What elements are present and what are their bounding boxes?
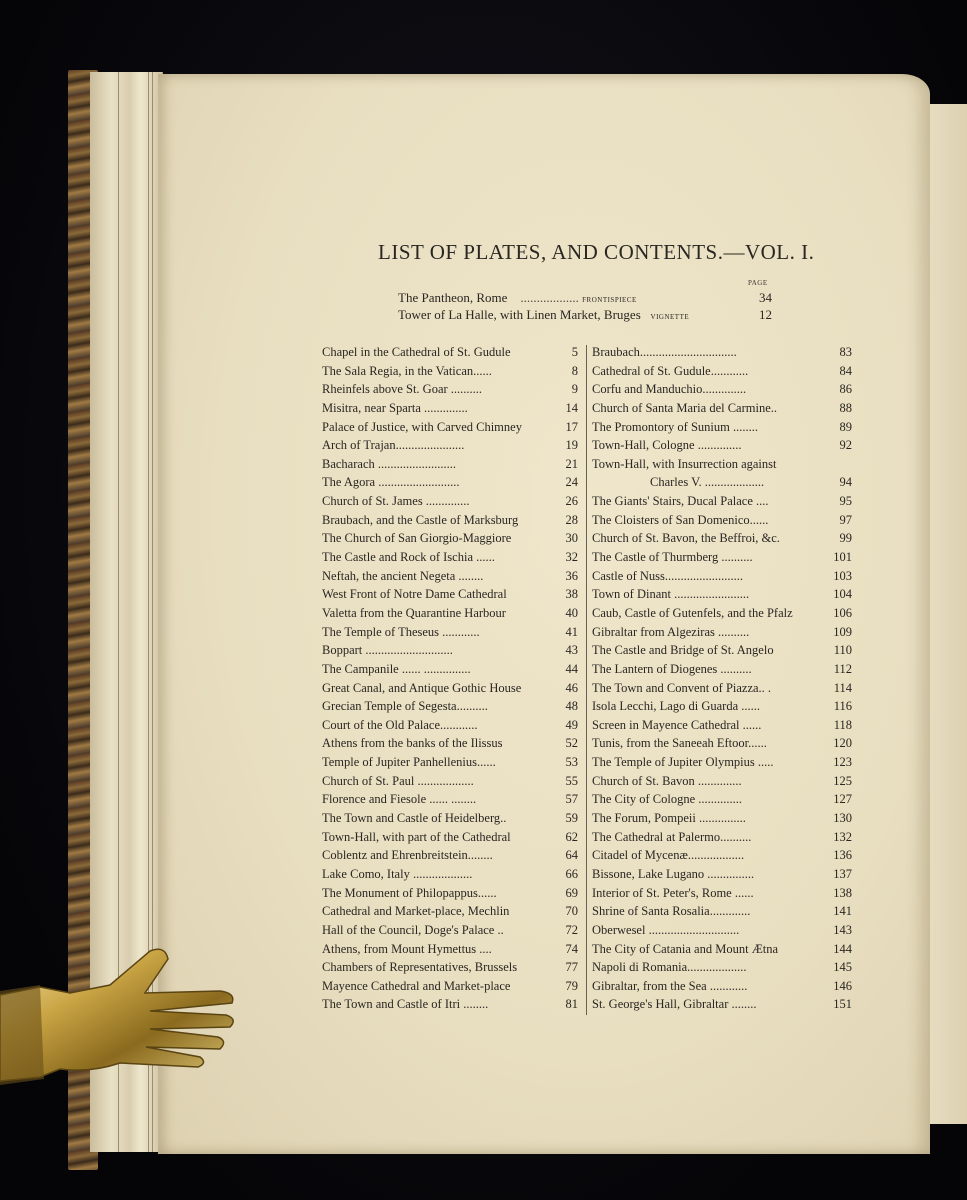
entry-title: Chapel in the Cathedral of St. Gudule: [322, 345, 511, 359]
contents-entry: [320, 641, 578, 660]
entry-page: 46: [565, 680, 578, 695]
entry-title: Charles V. ...................: [650, 475, 765, 490]
entry-title: The Sala Regia, in the Vatican......: [322, 363, 492, 378]
entry-page: 95: [839, 494, 852, 509]
contents-entry: [320, 511, 578, 530]
entry-title: The Church of San Giorgio-Maggiore: [322, 531, 512, 546]
right-contents-column: [590, 343, 852, 1014]
entry-page: 99: [839, 531, 852, 546]
contents-entry: [590, 772, 852, 791]
entry-page: 9: [571, 382, 578, 397]
entry-page: 127: [833, 792, 852, 807]
contents-entry: [320, 679, 578, 698]
contents-entry: [320, 362, 578, 381]
contents-entry: [590, 473, 852, 492]
entry-title: Mayence Cathedral and Market-place: [322, 978, 511, 993]
contents-entry: [590, 660, 852, 679]
entry-title: The Town and Convent of Piazza.. .: [592, 680, 772, 695]
hand-bookmark-icon: [0, 945, 240, 1085]
entry-page: 26: [565, 494, 578, 509]
front-matter-entry: [398, 307, 778, 323]
entry-title: The Temple of Theseus ............: [322, 624, 480, 639]
contents-entry: [590, 455, 852, 474]
entry-page: 49: [565, 717, 578, 732]
entry-title: Arch of Trajan......................: [322, 438, 465, 453]
entry-page: 84: [839, 363, 852, 378]
entry-title: The Castle and Rock of Ischia ......: [322, 550, 495, 565]
entry-page: 112: [833, 661, 852, 676]
contents-entry: [320, 399, 578, 418]
entry-title: Gibraltar from Algeziras ..........: [592, 624, 750, 639]
entry-page: 116: [833, 699, 852, 714]
contents-entry: [590, 846, 852, 865]
entry-page: 59: [565, 811, 578, 826]
entry-title: The Town and Castle of Itri ........: [322, 997, 489, 1012]
contents-entry: [320, 734, 578, 753]
contents-entry: [590, 511, 852, 530]
entry-title: Caub, Castle of Gutenfels, and the Pfalz: [592, 605, 793, 620]
contents-entry: [320, 753, 578, 772]
entry-title: The Temple of Jupiter Olympius .....: [592, 755, 774, 770]
contents-entry: [590, 828, 852, 847]
entry-title: Church of Santa Maria del Carmine..: [592, 400, 778, 415]
column-divider: [586, 345, 587, 1015]
entry-page: 86: [839, 382, 852, 397]
entry-page: 141: [833, 904, 852, 919]
entry-title: The Campanile ...... ...............: [322, 661, 471, 676]
contents-entry: [320, 995, 578, 1014]
contents-entry: [320, 473, 578, 492]
contents-entry: [590, 492, 852, 511]
entry-title: Church of St. Bavon, the Beffroi, &c.: [592, 531, 780, 546]
entry-title: Tower of La Halle, with Linen Market, Bruges: [398, 307, 641, 322]
entry-title: Town-Hall, with Insurrection against: [592, 456, 777, 471]
entry-page: 32: [565, 550, 578, 565]
entry-title: Grecian Temple of Segesta..........: [322, 699, 488, 714]
contents-entry: [590, 884, 852, 903]
entry-page: 36: [565, 568, 578, 583]
contents-entry: [590, 902, 852, 921]
entry-page: 21: [565, 456, 578, 471]
contents-entry: [590, 995, 852, 1014]
entry-page: 123: [833, 755, 852, 770]
entry-title: The Town and Castle of Heidelberg..: [322, 811, 507, 826]
contents-entry: [320, 436, 578, 455]
entry-page: 74: [565, 941, 578, 956]
entry-title: Gibraltar, from the Sea ............: [592, 978, 748, 993]
entry-page: 66: [565, 866, 578, 881]
contents-entry: [590, 958, 852, 977]
entry-page: 77: [565, 960, 578, 975]
contents-entry: [590, 362, 852, 381]
entry-title: The Giants' Stairs, Ducal Palace ....: [592, 494, 769, 509]
entry-title: Screen in Mayence Cathedral ......: [592, 717, 762, 732]
entry-title: Interior of St. Peter's, Rome ......: [592, 885, 754, 900]
contents-entry: [320, 884, 578, 903]
contents-entry: [590, 753, 852, 772]
entry-page: 101: [833, 550, 852, 565]
entry-title: Athens from the banks of the Ilissus: [322, 736, 503, 751]
contents-entry: [590, 623, 852, 642]
entry-page: 143: [833, 922, 852, 937]
entry-title: Church of St. Paul ..................: [322, 773, 474, 788]
entry-page: 12: [759, 307, 772, 322]
entry-title: Oberwesel .............................: [592, 922, 740, 937]
entry-page: 114: [833, 680, 852, 695]
entry-page: 145: [833, 960, 852, 975]
page-title: LIST OF PLATES, AND CONTENTS.—VOL. I.: [378, 240, 815, 264]
entry-page: 53: [565, 755, 578, 770]
contents-entry: [320, 455, 578, 474]
entry-page: 132: [833, 829, 852, 844]
contents-entry: [320, 902, 578, 921]
entry-title: Citadel of Mycenæ..................: [592, 848, 745, 863]
entry-title: Tunis, from the Saneeah Eftoor......: [592, 736, 767, 751]
contents-entry: [320, 958, 578, 977]
entry-title: Bacharach .........................: [322, 456, 456, 471]
entry-title: Braubach, and the Castle of Marksburg: [322, 512, 519, 527]
contents-entry: [320, 567, 578, 586]
entry-page: 64: [565, 848, 578, 863]
entry-page: 44: [565, 661, 578, 676]
contents-entry: [590, 734, 852, 753]
entry-page: 19: [565, 438, 578, 453]
entry-page: 151: [833, 997, 852, 1012]
entry-title: Temple of Jupiter Panhellenius......: [322, 755, 496, 770]
entry-title: Cathedral and Market-place, Mechlin: [322, 904, 510, 919]
contents-entry: [590, 716, 852, 735]
entry-title: Corfu and Manduchio..............: [592, 382, 747, 397]
entry-page: 40: [565, 605, 578, 620]
entry-page: 83: [839, 345, 852, 359]
contents-entry: [590, 809, 852, 828]
entry-title: Boppart ............................: [322, 643, 453, 658]
entry-title: Town of Dinant ........................: [592, 587, 750, 602]
entry-title: St. George's Hall, Gibraltar ........: [592, 997, 757, 1012]
entry-title: Coblentz and Ehrenbreitstein........: [322, 848, 493, 863]
entry-title: Cathedral of St. Gudule............: [592, 363, 749, 378]
entry-title: Shrine of Santa Rosalia.............: [592, 904, 751, 919]
entry-page: 28: [565, 512, 578, 527]
contents-entry: [590, 790, 852, 809]
entry-title: The Cloisters of San Domenico......: [592, 512, 769, 527]
entry-page: 30: [565, 531, 578, 546]
entry-page: 125: [833, 773, 852, 788]
entry-page: 146: [833, 978, 852, 993]
entry-page: 104: [833, 587, 852, 602]
entry-title: Lake Como, Italy ...................: [322, 866, 473, 881]
contents-entry: [320, 809, 578, 828]
contents-entry: [320, 697, 578, 716]
contents-entry: [590, 343, 852, 362]
entry-page: 52: [565, 736, 578, 751]
entry-page: 24: [565, 475, 578, 490]
entry-title: Misitra, near Sparta ..............: [322, 400, 468, 415]
contents-entry: [320, 716, 578, 735]
entry-page: 106: [833, 605, 852, 620]
entry-page: 118: [833, 717, 852, 732]
entry-title: The Agora ..........................: [322, 475, 460, 490]
contents-entry: [320, 772, 578, 791]
entry-title: Church of St. Bavon ..............: [592, 773, 742, 788]
contents-entry: [320, 977, 578, 996]
entry-title: The Promontory of Sunium ........: [592, 419, 758, 434]
contents-entry: [320, 492, 578, 511]
entry-page: 14: [565, 400, 578, 415]
contents-entry: [590, 585, 852, 604]
entry-title: Bissone, Lake Lugano ...............: [592, 866, 755, 881]
contents-entry: [320, 380, 578, 399]
contents-entry: [320, 865, 578, 884]
page-column-label: PAGE: [748, 279, 768, 287]
front-matter-entry: The Pantheon, Rome .................. FRONTISPIECE 34: [398, 290, 772, 305]
entry-page: 94: [839, 475, 852, 490]
entry-page: 55: [565, 773, 578, 788]
entry-page: 48: [565, 699, 578, 714]
entry-title: The City of Catania and Mount Ætna: [592, 941, 779, 956]
entry-page: 137: [833, 866, 852, 881]
entry-page: 103: [833, 568, 852, 583]
contents-entry: [590, 604, 852, 623]
entry-title: Napoli di Romania...................: [592, 960, 747, 975]
entry-kind: VIGNETTE: [650, 313, 690, 321]
entry-page: 81: [565, 997, 578, 1012]
entry-title: Athens, from Mount Hymettus ....: [322, 941, 492, 956]
entry-page: 88: [839, 400, 852, 415]
contents-entry: [320, 790, 578, 809]
contents-entry: [590, 921, 852, 940]
entry-page: 89: [839, 419, 852, 434]
entry-page: 43: [565, 643, 578, 658]
contents-entry: [590, 679, 852, 698]
entry-title: Palace of Justice, with Carved Chimney: [322, 419, 522, 434]
contents-entry: [320, 940, 578, 959]
entry-page: 138: [833, 885, 852, 900]
contents-entry: [590, 641, 852, 660]
entry-title: The Cathedral at Palermo..........: [592, 829, 752, 844]
contents-entry: [320, 828, 578, 847]
entry-title: The Forum, Pompeii ...............: [592, 811, 746, 826]
entry-title: The Lantern of Diogenes ..........: [592, 661, 752, 676]
entry-page: 130: [833, 811, 852, 826]
contents-entry: [590, 977, 852, 996]
entry-title: Court of the Old Palace............: [322, 717, 478, 732]
entry-page: 8: [571, 363, 578, 378]
entry-title: Castle of Nuss.........................: [592, 568, 744, 583]
entry-page: 70: [565, 904, 578, 919]
entry-page: 41: [565, 624, 578, 639]
contents-entry: [590, 399, 852, 418]
contents-entry: [590, 567, 852, 586]
entry-title: Neftah, the ancient Negeta ........: [322, 568, 484, 583]
entry-title: Great Canal, and Antique Gothic House: [322, 680, 522, 695]
entry-title: Hall of the Council, Doge's Palace ..: [322, 922, 504, 937]
contents-entry: [320, 585, 578, 604]
entry-title: Chambers of Representatives, Brussels: [322, 960, 518, 975]
contents-entry: [320, 418, 578, 437]
entry-title: The Castle of Thurmberg ..........: [592, 550, 753, 565]
entry-page: 38: [565, 587, 578, 602]
entry-title: Town-Hall, Cologne ..............: [592, 438, 742, 453]
entry-page: 144: [833, 941, 852, 956]
entry-title: Church of St. James ..............: [322, 494, 470, 509]
entry-page: 109: [833, 624, 852, 639]
contents-entry: [590, 697, 852, 716]
contents-entry: [320, 604, 578, 623]
entry-page: 57: [565, 792, 578, 807]
entry-page: 110: [833, 643, 852, 658]
entry-page: 97: [839, 512, 852, 527]
entry-page: 120: [833, 736, 852, 751]
entry-title: Braubach...............................: [592, 345, 737, 359]
contents-entry: [590, 940, 852, 959]
entry-page: 69: [565, 885, 578, 900]
entry-title: Florence and Fiesole ...... ........: [322, 792, 477, 807]
entry-page: 72: [565, 922, 578, 937]
contents-entry: [590, 436, 852, 455]
entry-page: 34: [759, 290, 772, 305]
contents-entry: [320, 623, 578, 642]
contents-entry: [590, 548, 852, 567]
contents-entry: [320, 343, 578, 362]
entry-title: The Castle and Bridge of St. Angelo: [592, 643, 774, 658]
entry-page: 62: [565, 829, 578, 844]
entry-page: 79: [565, 978, 578, 993]
entry-title: Rheinfels above St. Goar ..........: [322, 382, 483, 397]
left-contents-column: [320, 343, 578, 1014]
entry-title: The Pantheon, Rome: [398, 290, 508, 305]
contents-entry: [590, 529, 852, 548]
contents-entry: [590, 865, 852, 884]
entry-title: West Front of Notre Dame Cathedral: [322, 587, 507, 602]
contents-entry: [320, 846, 578, 865]
entry-title: Valetta from the Quarantine Harbour: [322, 605, 506, 620]
entry-page: 92: [839, 438, 852, 453]
entry-title: Isola Lecchi, Lago di Guarda ......: [592, 699, 760, 714]
contents-entry: [320, 548, 578, 567]
entry-page: 17: [565, 419, 578, 434]
contents-entry: [590, 418, 852, 437]
contents-entry: [320, 921, 578, 940]
entry-page: 136: [833, 848, 852, 863]
contents-entry: [320, 660, 578, 679]
entry-kind: FRONTISPIECE: [582, 296, 637, 304]
contents-entry: [320, 529, 578, 548]
contents-entry: [590, 380, 852, 399]
entry-title: The City of Cologne ..............: [592, 792, 742, 807]
entry-page: 5: [571, 345, 578, 359]
entry-title: Town-Hall, with part of the Cathedral: [322, 829, 511, 844]
entry-title: The Monument of Philopappus......: [322, 885, 497, 900]
